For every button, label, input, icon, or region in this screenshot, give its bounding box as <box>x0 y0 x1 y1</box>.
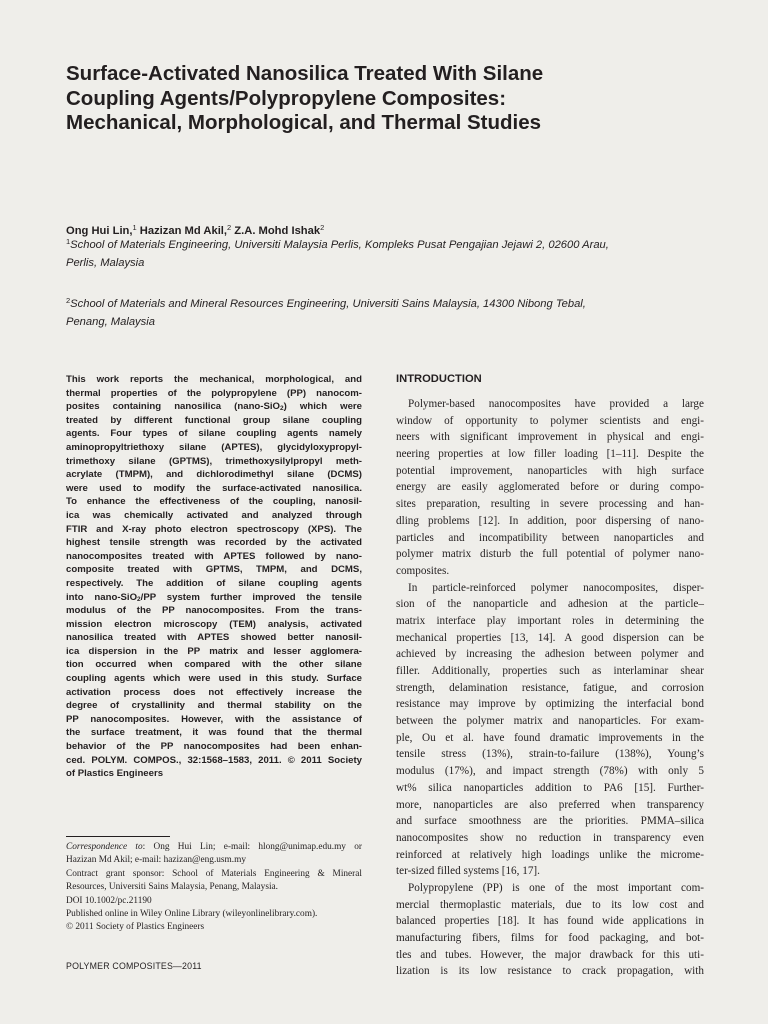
body-line: In particle-reinforced polymer nanocomposites, disper- <box>408 581 704 594</box>
abstract-line <box>66 658 362 672</box>
abstract-line <box>66 631 362 645</box>
body-line: reinforced at relatively high loadings unlike the microme- <box>396 848 704 861</box>
abstract-text: were used to modify the surface-activated nanosilica. <box>66 482 362 494</box>
author-affiliation-mark: 1 <box>132 223 137 232</box>
body-line: polymer matrix disturb the full potential of polymer nano- <box>396 548 704 561</box>
abstract-text: highest tensile strength was recorded by the activated <box>66 537 362 549</box>
introduction-body <box>396 396 704 980</box>
abstract-text: FTIR and X-ray photo electron spectroscopy (XPS). The <box>66 523 362 535</box>
abstract-text: behavior of the PP nanocomposites had been enhan- <box>66 741 362 753</box>
abstract-line <box>66 495 362 509</box>
correspondence-footnote <box>66 841 362 935</box>
abstract-text: coupling agents which were used in this study. Surface <box>66 673 362 685</box>
body-line: nanocomposites show no reduction in transparency even <box>396 831 704 844</box>
body-line: balanced properties [18]. It has found wide applications in <box>396 915 704 928</box>
abstract-text: into nano-SiO <box>66 591 138 603</box>
abstract-line <box>66 767 362 781</box>
abstract-text: PP nanocomposites. However, with the assistance of <box>66 713 362 725</box>
subscript: 2 <box>137 595 141 603</box>
abstract-line <box>66 509 362 523</box>
affiliation-2 <box>66 292 706 331</box>
abstract <box>66 373 362 781</box>
abstract-text: respectively. The addition of silane coupling agents <box>66 577 362 589</box>
author-name: Ong Hui Lin, <box>66 225 133 237</box>
affiliation-mark: 1 <box>66 237 71 246</box>
abstract-text: of Plastics Engineers <box>66 768 164 780</box>
body-line: achieved by increasing the adhesion between polymer and <box>396 648 704 661</box>
abstract-text: /PP system further improved the tensile <box>140 591 363 603</box>
body-line: matrix interface play important roles in determining the <box>396 614 704 627</box>
body-line: ple, Ou et al. have found dramatic improvements in the <box>396 731 704 744</box>
abstract-text: posites containing nanosilica (nano-SiO <box>66 401 281 413</box>
body-line: strength, delamination resistance, fatigue, and corrosion <box>396 681 704 694</box>
abstract-text: ica was chemically activated and analyzed through <box>66 509 362 521</box>
author-affiliation-mark: 2 <box>227 223 232 232</box>
abstract-text: activation process does not effectively increase the <box>66 686 362 698</box>
footnote-line: Published online in Wiley Online Library (wileyonlinelibrary.com). <box>66 908 318 919</box>
abstract-text: tion occurred when compared with the other silane <box>66 659 362 671</box>
article-title <box>66 62 706 136</box>
affiliation-1 <box>66 233 706 272</box>
abstract-text: agents. Four types of silane coupling agents namely <box>66 428 362 440</box>
footnote-rule <box>66 836 170 837</box>
affiliation-text: School of Materials Engineering, Universiti Malaysia Perlis, Kompleks Pusat Pengajian Jejawi 2, 02600 Arau, <box>70 239 609 251</box>
affiliation-line <box>66 313 706 331</box>
abstract-text: modulus of the PP nanocomposites. From the trans- <box>66 605 362 617</box>
abstract-text: thermal properties of the polypropylene (PP) nanocom- <box>66 387 362 399</box>
body-line: neers with significant improvement in physical and engi- <box>396 431 704 444</box>
abstract-text: ced. POLYM. COMPOS., 32:1568–1583, 2011. © 2011 Society <box>66 754 362 766</box>
body-line: manufacturing fibers, films for food packaging, and bot- <box>396 932 704 944</box>
author-affiliation-mark: 2 <box>320 223 325 232</box>
body-line: lization is its low resistance to crack propagation, with <box>396 965 704 978</box>
abstract-line <box>66 427 362 441</box>
abstract-text: acrylate (TMPM), and dichlorodimethyl silane (DCMS) <box>66 469 362 481</box>
affiliation-line <box>66 254 706 272</box>
footnote-line: Contract grant sponsor: School of Materials Engineering & Mineral <box>66 868 362 879</box>
abstract-text: This work reports the mechanical, morphological, and <box>66 374 362 385</box>
abstract-line <box>66 645 362 659</box>
abstract-line <box>66 523 362 537</box>
body-line: mechanical properties [13, 14]. A good dispersion can be <box>396 631 704 644</box>
affiliation-mark: 2 <box>66 296 71 305</box>
abstract-line <box>66 740 362 754</box>
abstract-line <box>66 441 362 455</box>
body-line: filler. Additionally, properties such as interlaminar shear <box>396 665 704 677</box>
title-line: Coupling Agents/Polypropylene Composites: <box>66 86 507 110</box>
abstract-text: ica dispersion in the PP matrix and lesser agglomera- <box>66 645 362 657</box>
abstract-text: nanosilica treated with APTES showed better nanosil- <box>66 632 362 644</box>
abstract-text: aminopropyltriethoxy silane (APTES), glycidyloxypropyl- <box>66 441 362 453</box>
title-line: Surface-Activated Nanosilica Treated With Silane <box>66 62 544 85</box>
abstract-text: To enhance the effectiveness of the coupling, nanosil- <box>66 496 362 508</box>
affiliation-text: School of Materials and Mineral Resources Engineering, Universiti Sains Malaysia, 14300 Nibong Tebal, <box>70 298 586 310</box>
abstract-line <box>66 699 362 713</box>
body-line: mercial thermoplastic materials, due to its low cost and <box>396 898 704 911</box>
body-line: between the polymer matrix and nanoparticles. For exam- <box>396 715 704 728</box>
abstract-text: ) which were <box>283 401 362 413</box>
abstract-line <box>66 536 362 550</box>
abstract-line <box>66 577 362 591</box>
abstract-line <box>66 713 362 727</box>
body-line: ter-sized filled systems [16, 17]. <box>396 865 540 878</box>
subscript: 2 <box>280 405 284 413</box>
body-line: dling problems [12]. In addition, poor dispersing of nano- <box>396 514 704 527</box>
affiliation-line <box>66 292 706 313</box>
abstract-line <box>66 604 362 618</box>
abstract-line <box>66 550 362 564</box>
abstract-line <box>66 686 362 700</box>
body-line: sion of the nanoparticle and adhesion at the particle– <box>396 598 704 611</box>
body-line: potential improvement, nanoparticles with high surface <box>396 464 704 477</box>
body-line: energy are easily agglomerated before or during compo- <box>396 481 704 494</box>
body-line: tensile stress (13%), strain-to-failure (138%), Young’s <box>396 748 704 761</box>
abstract-line <box>66 591 362 605</box>
section-heading-introduction: INTRODUCTION <box>396 373 482 385</box>
abstract-line <box>66 414 362 428</box>
abstract-text: treated by different functional group silane coupling <box>66 414 362 426</box>
footnote-line <box>66 841 362 854</box>
abstract-text: the surface treatment, it was found that the thermal <box>66 727 362 739</box>
body-line: tles and tubes. However, the major drawback for this uti- <box>396 948 704 961</box>
abstract-line <box>66 482 362 496</box>
body-line: resistance may improve by optimizing the interfacial bond <box>396 698 704 711</box>
abstract-line <box>66 455 362 469</box>
affiliation-text: Penang, Malaysia <box>66 316 155 328</box>
body-line: neering properties at low filler loading [1–11]. Despite the <box>396 448 704 461</box>
body-line: Polymer-based nanocomposites have provided a large <box>408 398 704 410</box>
body-line: wt% silica nanoparticles addition to PA6 [15]. Further- <box>396 781 704 794</box>
footnote-line: DOI 10.1002/pc.21190 <box>66 895 152 906</box>
abstract-text: nanocomposites treated with APTES followed by nano- <box>66 550 362 562</box>
author-name: Z.A. Mohd Ishak <box>231 225 321 237</box>
abstract-line <box>66 672 362 686</box>
abstract-text: trimethoxy silane (GPTMS), trimethoxysilylpropyl meth- <box>66 455 362 467</box>
body-line: more, nanoparticles are also preferred when transparency <box>396 798 704 811</box>
abstract-line <box>66 563 362 577</box>
abstract-line <box>66 373 362 387</box>
body-line: window of opportunity to polymer scientists and engi- <box>396 414 704 427</box>
abstract-line <box>66 400 362 414</box>
body-line: and surface smoothness are the priorities. PMMA–silica <box>396 815 704 828</box>
abstract-line <box>66 387 362 401</box>
affiliation-text: Perlis, Malaysia <box>66 257 145 269</box>
abstract-line <box>66 726 362 740</box>
abstract-text: mission electron microscopy (TEM) analysis, activated <box>66 618 362 630</box>
footnote-text: : Ong Hui Lin; e-mail: hlong@unimap.edu.my or <box>142 842 362 852</box>
footnote-line: Hazizan Md Akil; e-mail: hazizan@eng.usm.my <box>66 855 246 866</box>
affiliation-line <box>66 233 706 254</box>
abstract-line <box>66 618 362 632</box>
abstract-text: degree of crystallinity and thermal stability on the <box>66 700 362 712</box>
footnote-line: © 2011 Society of Plastics Engineers <box>66 922 205 933</box>
body-line: modulus (17%), and impact strength (78%) with only 5 <box>396 765 704 778</box>
correspondence-label: Correspondence to <box>66 842 143 852</box>
title-line: Mechanical, Morphological, and Thermal Studies <box>66 111 542 134</box>
body-line: sites preparation, resulting in severe processing and han- <box>396 498 704 511</box>
abstract-line <box>66 754 362 768</box>
abstract-line <box>66 468 362 482</box>
running-footer: POLYMER COMPOSITES—2011 <box>66 961 202 971</box>
abstract-text: composite treated with GPTMS, TMPM, and DCMS, <box>66 564 362 576</box>
author-name: Hazizan Md Akil, <box>136 225 228 237</box>
body-line: particles and incompatibility between nanoparticles and <box>396 531 704 544</box>
body-line: composites. <box>396 564 450 577</box>
body-line: Polypropylene (PP) is one of the most important com- <box>408 881 704 894</box>
footnote-line: Resources, Universiti Sains Malaysia, Penang, Malaysia. <box>66 882 278 893</box>
